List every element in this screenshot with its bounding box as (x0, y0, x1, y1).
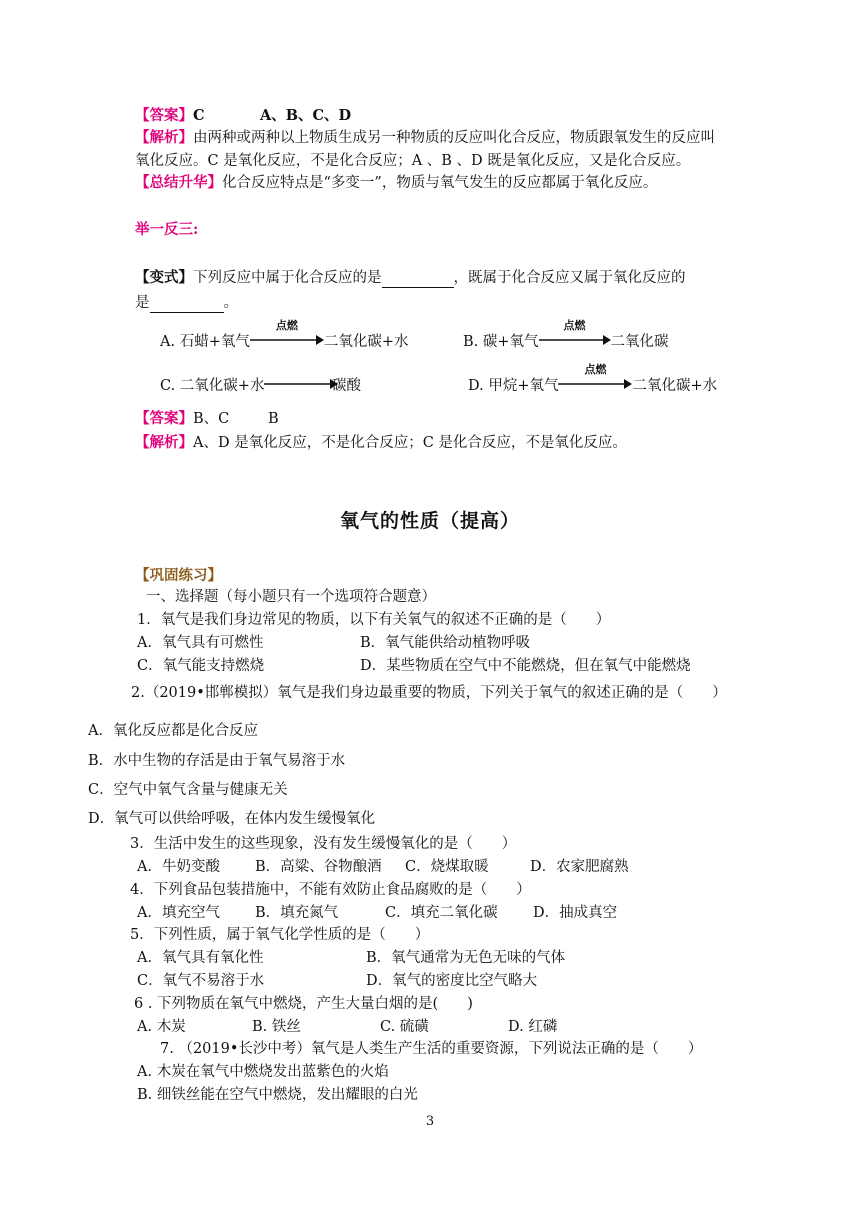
q2-stem: 2.（2019•邯郸模拟）氧气是我们身边最重要的物质，下列关于氧气的叙述正确的是（ ） (131, 685, 727, 701)
answer-tag: 【答案】 (135, 107, 193, 124)
analysis-tag: 【解析】 (135, 129, 193, 146)
q4-option-a: A．填充空气 (137, 905, 220, 921)
q1-option-d: D．某些物质在空气中不能燃烧，但在氧气中能燃烧 (360, 658, 691, 674)
reaction-b-right: 二氧化碳 (610, 334, 669, 350)
variant-text-1a: 下列反应中属于化合反应的是 (193, 270, 382, 286)
reaction-a-right: 二氧化碳+水 (323, 334, 409, 350)
analysis-text-2: 氧化反应。C 是氧化反应，不是化合反应；A 、B 、D 既是氧化反应，又是化合反应。 (135, 153, 691, 169)
q3-stem: 3．生活中发生的这些现象，没有发生缓慢氧化的是（ ） (130, 836, 517, 852)
arrow-icon (264, 378, 338, 390)
q5-option-d: D．氧气的密度比空气略大 (366, 973, 538, 989)
reaction-b-condition: 点燃 (563, 319, 586, 332)
q6-option-a: A. 木炭 (137, 1019, 186, 1035)
answer-line-1 (135, 106, 205, 126)
variant-text-2b: 。 (223, 295, 238, 311)
reaction-c-arrow (264, 376, 338, 396)
variant-line-2 (135, 293, 238, 313)
q5-option-b: B．氧气通常为无色无味的气体 (366, 950, 566, 966)
q3-option-d: D．农家肥腐熟 (530, 859, 629, 875)
q6-option-d: D. 红磷 (508, 1019, 558, 1035)
summary-line (135, 173, 657, 193)
answer-value-2: A、B、C、D (260, 107, 352, 124)
q2-option-d: D．氧气可以供给呼吸，在体内发生缓慢氧化 (88, 811, 376, 827)
q4-stem: 4．下列食品包装措施中，不能有效防止食品腐败的是（ ） (130, 882, 531, 898)
reaction-c (160, 376, 338, 396)
exercise-heading: 【巩固练习】 (135, 567, 222, 584)
variant-text-1b: ，既属于化合反应又属于氧化反应的 (453, 270, 686, 286)
variant-blank-2 (150, 312, 224, 313)
variant-line-1 (135, 268, 686, 288)
reaction-a-left: A. 石蜡+氧气 (160, 334, 250, 350)
q2-option-b: B．水中生物的存活是由于氧气易溶于水 (88, 753, 346, 769)
q4-option-c: C．填充二氧化碳 (385, 905, 498, 921)
reaction-d-arrow (558, 363, 632, 396)
q4-option-d: D．抽成真空 (533, 905, 618, 921)
q5-option-a: A．氧气具有氧化性 (137, 950, 264, 966)
analysis-line-1 (135, 128, 715, 148)
reaction-d-left: D. 甲烷+氧气 (468, 378, 559, 394)
practice-heading: 举一反三: (135, 221, 199, 238)
q4-option-b: B．填充氮气 (255, 905, 339, 921)
q3-option-b: B．高粱、谷物酿酒 (255, 859, 382, 875)
analysis2-text: A、D 是氧化反应，不是化合反应；C 是化合反应，不是氧化反应。 (193, 435, 627, 451)
analysis-line-2 (135, 433, 627, 453)
q2-option-c: C．空气中氧气含量与健康无关 (88, 782, 288, 798)
q1-option-c: C．氧气能支持燃烧 (137, 658, 265, 674)
q5-option-c: C．氧气不易溶于水 (137, 973, 265, 989)
q1-stem: 1．氧气是我们身边常见的物质，以下有关氧气的叙述不正确的是（ ） (137, 612, 611, 628)
analysis-text-1: 由两种或两种以上物质生成另一种物质的反应叫化合反应，物质跟氧发生的反应叫 (193, 130, 715, 146)
q7-stem: 7. （2019•长沙中考）氧气是人类生产生活的重要资源，下列说法正确的是（ ） (160, 1041, 703, 1057)
reaction-d-condition: 点燃 (584, 363, 607, 376)
reaction-d (468, 363, 718, 396)
variant-text-2a: 是 (135, 295, 150, 311)
answer-tag: 【答案】 (135, 410, 193, 427)
page-number: 3 (425, 1114, 435, 1129)
q1-option-b: B．氧气能供给动植物呼吸 (360, 635, 531, 651)
q6-option-c: C. 硫磺 (380, 1019, 429, 1035)
q6-stem: 6 . 下列物质在氧气中燃烧，产生大量白烟的是( ) (134, 996, 473, 1012)
answer-value-1: C (193, 107, 205, 124)
reaction-c-left: C. 二氧化碳+水 (160, 378, 265, 394)
reaction-a-condition: 点燃 (275, 319, 298, 332)
q3-option-c: C．烧煤取暖 (405, 859, 489, 875)
reaction-a (160, 319, 409, 352)
analysis-tag: 【解析】 (135, 434, 193, 451)
q7-option-b: B. 细铁丝能在空气中燃烧，发出耀眼的白光 (137, 1087, 418, 1103)
answer-line-2 (135, 409, 229, 429)
q5-stem: 5．下列性质，属于氧气化学性质的是（ ） (130, 927, 430, 943)
reaction-a-arrow (250, 319, 324, 352)
reaction-b-left: B. 碳+氧气 (463, 334, 539, 350)
q3-option-a: A．牛奶变酸 (137, 859, 220, 875)
variant-blank-1 (382, 287, 454, 288)
part-one-heading: 一、选择题（每小题只有一个选项符合题意） (146, 589, 436, 605)
q6-option-b: B. 铁丝 (252, 1019, 301, 1035)
reaction-d-right: 二氧化碳+水 (632, 378, 718, 394)
reaction-b (463, 319, 669, 352)
summary-tag: 【总结升华】 (135, 174, 222, 191)
variant-tag: 【变式】 (135, 269, 193, 286)
q1-option-a: A．氧气具有可燃性 (137, 635, 264, 651)
q2-option-a: A．氧化反应都是化合反应 (88, 723, 258, 739)
reaction-c-right: 碳酸 (332, 378, 361, 394)
reaction-b-arrow (539, 319, 611, 352)
summary-text: 化合反应特点是“多变一”，物质与氧气发生的反应都属于氧化反应。 (222, 175, 658, 191)
answer2-value-1: B、C (193, 411, 230, 427)
section-title: 氧气的性质（提高） (339, 510, 520, 532)
answer2-value-2: B (268, 411, 279, 427)
q7-option-a: A. 木炭在氧气中燃烧发出蓝紫色的火焰 (137, 1064, 389, 1080)
